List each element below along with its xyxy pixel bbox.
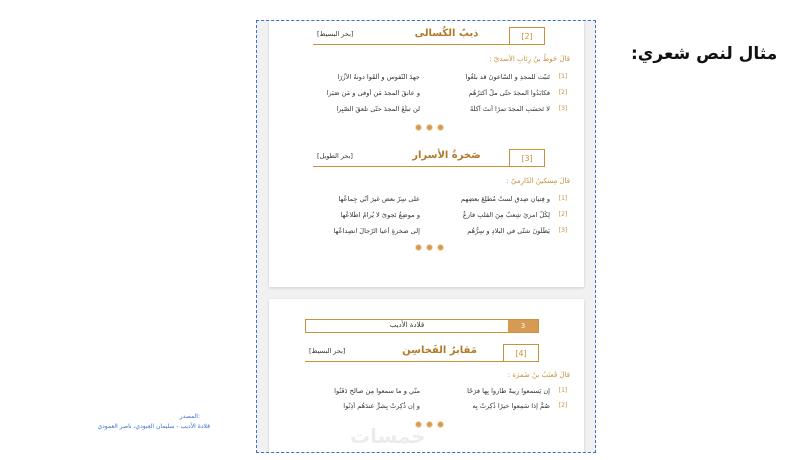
source-label: المصدر: <box>179 413 200 420</box>
poet-line: قالَ مِسكينُ الدّارِميّ : <box>506 177 570 185</box>
verse-line <box>283 195 570 208</box>
poem-title-bar <box>313 27 545 45</box>
poem-title: ذيبُ الكُسالى <box>414 28 479 39</box>
verse-second-hemistich: إلى صخرةٍ أعيا الرّجالَ انصِداعُها <box>333 227 420 235</box>
verse-line <box>283 402 570 415</box>
verse-line <box>283 387 570 400</box>
verse-first-hemistich: و فِتيانِ صِدقٍ لستُ مُطلِعَ بعضِهِم <box>461 195 550 203</box>
verse-second-hemistich: جهدَ النّفوسِ و ألقَوا دونهُ الأزُرَا <box>337 73 420 81</box>
watermark: خمسات <box>350 424 426 448</box>
poem-number: [2] <box>509 27 545 44</box>
verse-second-hemistich: منّي و ما سمعوا مِن صالحٍ دَفَنُوا <box>334 387 420 395</box>
poet-line: قالَ حَوطُ بنُ رِئابِ الأسديّ : <box>489 55 570 63</box>
ornament-dot <box>415 244 422 251</box>
verse-first-hemistich: صُمٌّ إذا سَمِعوا خيرًا ذُكِرتُ بِه <box>472 402 550 410</box>
page-heading: مثال لنص شعري: <box>631 44 778 64</box>
ornament-dot <box>437 124 444 131</box>
verse-second-hemistich: و موضِعُ نَجوىً لا يُرامُ اطّلاعُها <box>340 211 420 219</box>
ornament-dot <box>437 244 444 251</box>
verse-number: [2] <box>558 89 568 96</box>
poem-title-bar <box>313 149 545 167</box>
ornament-dot <box>426 244 433 251</box>
verse-number: [3] <box>558 105 568 112</box>
verse-first-hemistich: تَنبّت للمجدِ و السّاعونَ قد بلغُوا <box>465 73 550 81</box>
verse-number: [3] <box>558 227 568 234</box>
verse-second-hemistich: على سِرّ بعضٍ غيرَ أنّي جِماعُها <box>338 195 420 203</box>
verse-line <box>283 211 570 224</box>
poem-meter: [بحر الطويل] <box>317 152 353 160</box>
verse-line <box>283 227 570 240</box>
verse-number: [1] <box>558 73 568 80</box>
poem-number: [3] <box>509 149 545 166</box>
poem-number: [4] <box>503 344 539 361</box>
verse-first-hemistich: فكابَدُوا المجدَ حتّى ملّ أكثرُهُم <box>468 89 550 97</box>
verse-number: [2] <box>558 402 568 409</box>
page-number: 3 <box>508 320 538 332</box>
verse-line <box>283 89 570 102</box>
poem-title: مَقابرُ الفَخاسِن <box>402 345 477 356</box>
book-title: قلادة الأديب <box>389 321 425 329</box>
source-text: قلادة الأديب - سليمان العبودي، ناصر العمودي <box>97 423 210 430</box>
ornament-divider <box>415 124 444 131</box>
poem-meter: [بحر البسيط] <box>317 30 354 38</box>
verse-first-hemistich: لِكُلّ امرئٍ شِعبٌ مِنَ القلبِ فارغٌ <box>462 211 550 219</box>
ornament-dot <box>426 421 433 428</box>
verse-number: [1] <box>558 195 568 202</box>
verse-first-hemistich: يَظَلّونَ شتّى في البلادِ و سِرُّهُم <box>467 227 550 235</box>
verse-second-hemistich: و عانقَ المجدَ مَن أوفى و مَن صَبَرا <box>326 89 420 97</box>
document-page-1 <box>269 21 584 287</box>
ornament-dot <box>437 421 444 428</box>
poem-title-bar <box>305 344 539 362</box>
document-page-2 <box>269 299 584 453</box>
verse-first-hemistich: لا تَحسَبِ المجدَ تمرًا أنتَ آكلُهُ <box>469 105 550 113</box>
poem-meter: [بحر البسيط] <box>309 347 346 355</box>
ornament-divider <box>415 244 444 251</box>
verse-second-hemistich: لن تبلُغَ المجدَ حتّى تلعقَ الصّبِرا <box>336 105 420 113</box>
ornament-dot <box>426 124 433 131</box>
verse-line <box>283 105 570 118</box>
verse-number: [2] <box>558 211 568 218</box>
verse-number: [1] <box>558 387 568 394</box>
verse-line <box>283 73 570 86</box>
book-header-bar <box>305 319 539 333</box>
poet-line: قالَ قَعنَبُ بنُ ضَمرَة : <box>507 371 570 379</box>
verse-second-hemistich: و إن ذُكِرتُ بِشرٍّ عندَهُم أذِنُوا <box>343 402 420 410</box>
ornament-dot <box>415 124 422 131</box>
verse-first-hemistich: إن يَسمعوا رِيبةً طاروا بِها فرَحًا <box>467 387 550 395</box>
document-preview <box>256 20 596 453</box>
poem-title: صَخرةُ الأسرار <box>412 150 481 161</box>
